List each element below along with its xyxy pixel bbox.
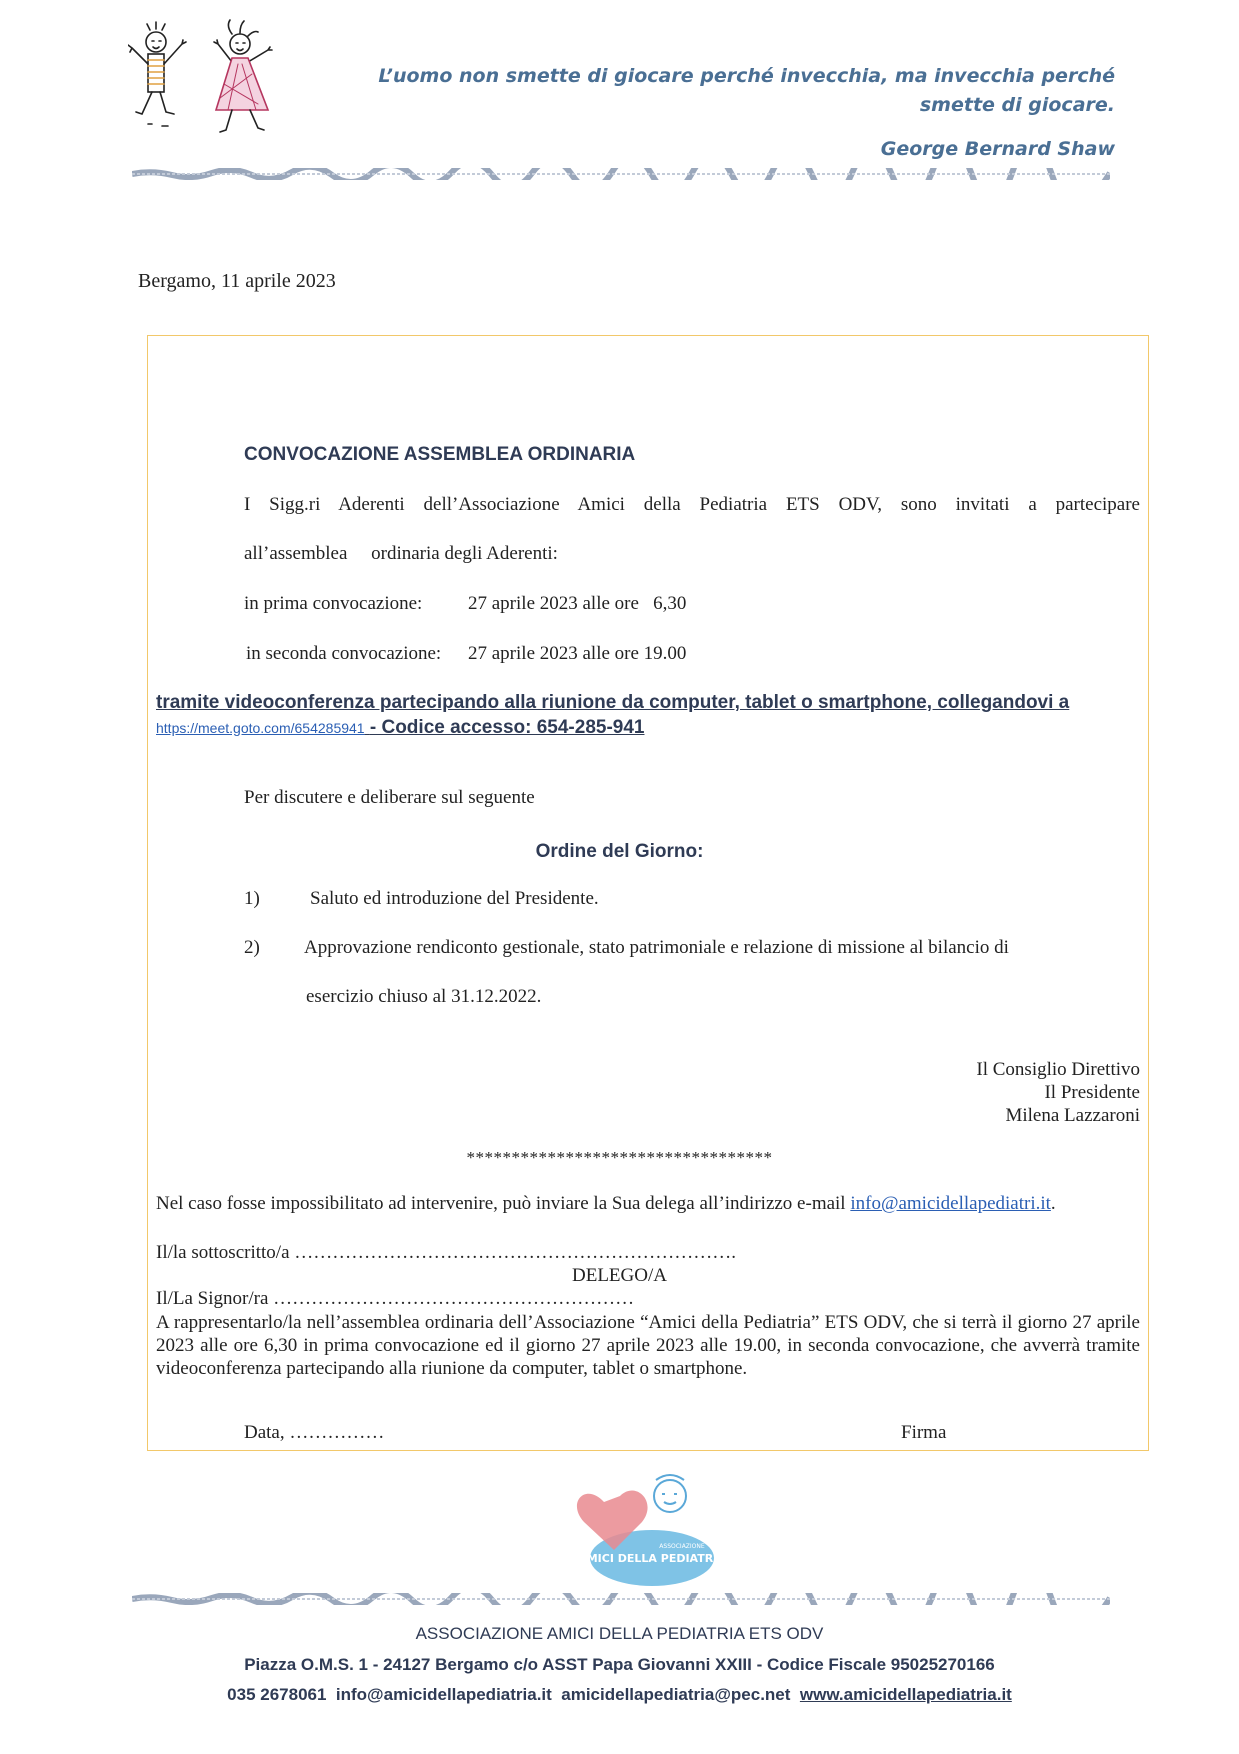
dateline: Bergamo, 11 aprile 2023 (138, 270, 336, 292)
convocation-title: CONVOCAZIONE ASSEMBLEA ORDINARIA (244, 444, 636, 465)
header-quote: L’uomo non smette di giocare perché invecchia, ma invecchia perché smette di giocare. (378, 65, 1115, 116)
access-code: - Codice accesso: 654-285-941 (369, 717, 645, 738)
footer-divider (132, 1593, 1110, 1605)
undersigned-field: Il/la sottoscritto/a ……………………………………………………………. (156, 1242, 737, 1263)
footer-website[interactable]: www.amicidellapediatria.it (799, 1685, 1012, 1704)
delego-label: DELEGO/A (572, 1265, 667, 1286)
children-illustration (128, 14, 298, 144)
date-field: Data, …………… (244, 1422, 385, 1443)
footer-contacts (0, 1685, 1239, 1705)
signature-line-3: Milena Lazzaroni (1005, 1105, 1140, 1126)
videoconference-info (156, 690, 1140, 741)
agenda-title: Ordine del Giorno: (535, 841, 704, 862)
footer-email[interactable]: info@amicidellapediatria.it (335, 1685, 552, 1704)
first-call-value: 27 aprile 2023 alle ore 6,30 (468, 593, 687, 614)
association-logo (566, 1462, 726, 1590)
proxy-text: Nel caso fosse impossibilitato ad intervenire, può inviare la Sua delega all’indirizzo e-mail (156, 1193, 846, 1214)
second-call-value: 27 aprile 2023 alle ore 19.00 (468, 643, 687, 664)
intro-line-2: all’assemblea ordinaria degli Aderenti: (244, 543, 558, 564)
footer-association: ASSOCIAZIONE AMICI DELLA PEDIATRIA ETS ODV (415, 1624, 824, 1643)
agenda-item-2-number: 2) (244, 937, 260, 958)
proxy-end: . (1050, 1193, 1056, 1214)
footer-pec[interactable]: amicidellapediatria@pec.net (561, 1685, 791, 1704)
second-call (246, 643, 687, 665)
agenda-item-2-text-cont: esercizio chiuso al 31.12.2022. (306, 986, 542, 1007)
videoconference-text: tramite videoconferenza partecipando alla riunione da computer, tablet o smartphone, collegandovi a (156, 692, 1070, 713)
meeting-link[interactable]: https://meet.goto.com/654285941 (156, 720, 365, 736)
separator: ********************************** (466, 1148, 773, 1167)
representation-text: A rappresentarlo/la nell’assemblea ordinaria dell’Associazione “Amici della Pediatria” ETS ODV, che si terrà il giorno 27 aprile 2023 alle ore 6,30 in prima convocazione ed il giorno 27 aprile 2023 alle 19.00, in seconda convocazione, che avverrà tramite videoconferenza partecipando alla riunione da computer, tablet o smartphone. (156, 1312, 1140, 1379)
footer-phone: 035 2678061 (227, 1685, 327, 1704)
signature-line-2: Il Presidente (1044, 1082, 1140, 1103)
first-call (244, 593, 687, 615)
proxy-email-link[interactable]: info@amicidellapediatri.it (850, 1193, 1051, 1214)
logo-name: AMICI DELLA PEDIATRIA (578, 1552, 726, 1565)
quote-author: George Bernard Shaw (880, 138, 1115, 160)
decorative-divider (132, 168, 1110, 180)
agenda-item-2-text: Approvazione rendiconto gestionale, stato patrimoniale e relazione di missione al bilancio di (304, 937, 1009, 958)
discuss-line: Per discutere e deliberare sul seguente (244, 787, 535, 808)
signature-label: Firma (901, 1422, 947, 1443)
signature-block (976, 1058, 1140, 1127)
intro-line-1: I Sigg.ri Aderenti dell’Associazione Amici della Pediatria ETS ODV, sono invitati a partecipare (244, 494, 1140, 515)
signature-line-1: Il Consiglio Direttivo (976, 1059, 1140, 1080)
agenda-item-1-text: Saluto ed introduzione del Presidente. (310, 888, 599, 909)
logo-small-text: ASSOCIAZIONE (659, 1543, 705, 1550)
agenda-item-1-number: 1) (244, 888, 260, 909)
first-call-label: in prima convocazione: (244, 593, 423, 614)
delegate-field: Il/La Signor/ra ………………………………………………… (156, 1288, 635, 1309)
footer-address: Piazza O.M.S. 1 - 24127 Bergamo c/o ASST Papa Giovanni XXIII - Codice Fiscale 95025270166 (244, 1655, 995, 1674)
second-call-label: in seconda convocazione: (246, 643, 442, 664)
proxy-instructions (156, 1193, 1056, 1215)
